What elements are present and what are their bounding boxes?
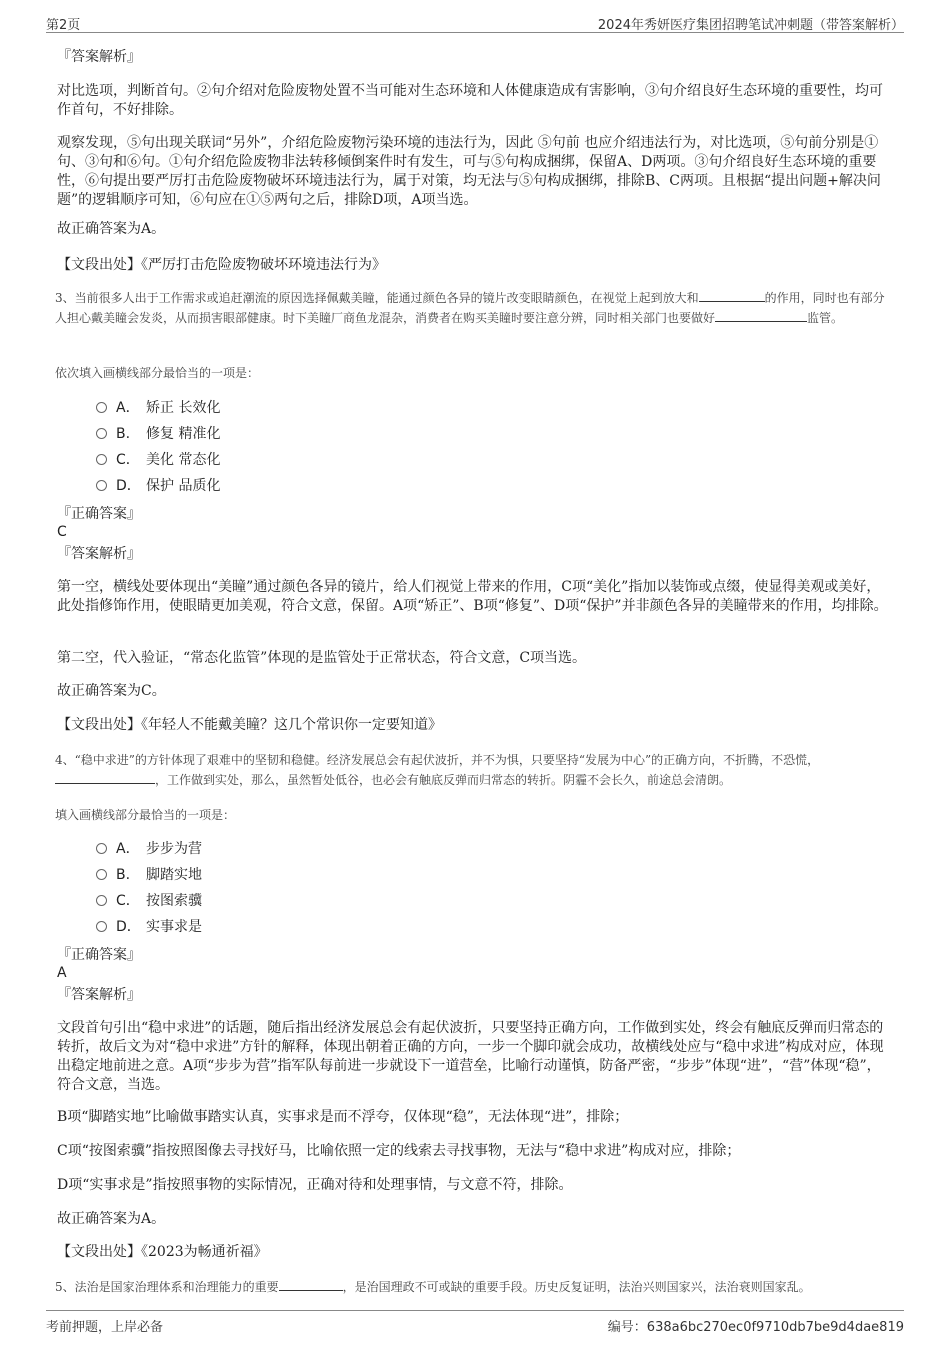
q3-explain-p1: 第一空，横线处要体现出“美瞳”通过颜色各异的镜片，给人们视觉上带来的作用，C项“美化”指加以装饰或点缀，使显得美观或美好，此处指修饰作用，使眼睛更加美观，符合文意，保留。A项“矫正”、B项“修复”、D项“保护”并非颜色各异的美瞳带来的作用，均排除。 [57, 579, 888, 614]
q5-stem-part: 5、法治是国家治理体系和治理能力的重要 [55, 1280, 279, 1294]
q3-source [57, 716, 891, 735]
q3-option-b[interactable] [96, 425, 220, 443]
q4-stem-part: ，工作做到实处，那么，虽然暂处低谷，也必会有触底反弹而归常态的转折。阴霾不会长久，前途总会清朗。 [155, 773, 732, 787]
q3-stem-part: 的作用，同时也有部分人担心戴美瞳会发炎，从而损害眼部健康。时下美瞳厂商鱼龙混杂，消费者在购买美瞳时要注意分辨，同时相关部门也要做好 [55, 291, 885, 325]
q4-stem-part: 4、“稳中求进”的方针体现了艰难中的坚韧和稳健。经济发展总会有起伏波折，并不为惧，只要坚持“发展为中心”的正确方向，不折腾，不恐慌， [55, 753, 820, 767]
q2-conclusion: 故正确答案为A。 [57, 221, 166, 237]
answer-explain-label: 『答案解析』 [57, 987, 141, 1003]
option-letter: A． [116, 400, 140, 416]
q3-option-a[interactable] [96, 399, 220, 417]
radio-icon[interactable] [96, 921, 107, 932]
q4-answer: A [57, 965, 67, 981]
option-text: 美化 常态化 [146, 452, 221, 468]
option-letter: C． [116, 893, 140, 909]
footer-slogan: 考前押题，上岸必备 [46, 1320, 164, 1335]
q5-stem [55, 1277, 895, 1297]
q3-stem-part: 监管。 [807, 311, 844, 325]
option-text: 修复 精准化 [146, 426, 221, 442]
q4-instruction: 填入画横线部分最恰当的一项是： [55, 808, 236, 822]
option-letter: B. [116, 426, 131, 442]
q3-option-d[interactable] [96, 477, 220, 495]
source-label: 【文段出处】 [57, 257, 141, 273]
q2-explain-p1: 对比选项，判断首句。②句介绍对危险废物处置不当可能对生态环境和人体健康造成有害影响，③句介绍良好生态环境的重要性，均可作首句，不好排除。 [57, 83, 883, 118]
radio-icon[interactable] [96, 402, 107, 413]
option-letter: D． [116, 919, 141, 935]
q3-instruction: 依次填入画横线部分最恰当的一项是： [55, 366, 260, 380]
radio-icon[interactable] [96, 454, 107, 465]
option-letter: C． [116, 452, 140, 468]
option-text: 步步为营 [146, 841, 202, 857]
source-title: 《年轻人不能戴美瞳？这几个常识你一定要知道》 [141, 717, 442, 733]
q5-blank [279, 1277, 343, 1291]
correct-answer-label: 『正确答案』 [57, 506, 141, 522]
q3-stem-part: 3、当前很多人出于工作需求或追赶潮流的原因选择佩戴美瞳，能通过颜色各异的镜片改变眼睛颜色，在视觉上起到放大和 [55, 291, 699, 305]
option-text: 脚踏实地 [146, 867, 202, 883]
option-letter: B. [116, 867, 131, 883]
option-text: 保护 品质化 [146, 478, 221, 494]
option-letter: D． [116, 478, 141, 494]
q4-conclusion: 故正确答案为A。 [57, 1211, 166, 1227]
answer-explain-label: 『答案解析』 [57, 49, 141, 65]
q3-answer: C [57, 524, 67, 540]
q3-conclusion: 故正确答案为C。 [57, 683, 166, 699]
source-label: 【文段出处】 [57, 717, 141, 733]
q4-option-d[interactable] [96, 918, 202, 936]
page-number: 第2页 [46, 18, 81, 33]
q3-stem [55, 288, 895, 328]
correct-answer-label: 『正确答案』 [57, 947, 141, 963]
q4-explain-b: B项“脚踏实地”比喻做事踏实认真，实事求是而不浮夸，仅体现“稳”，无法体现“进”，排除； [57, 1109, 629, 1125]
option-letter: A． [116, 841, 140, 857]
radio-icon[interactable] [96, 895, 107, 906]
document-code: 编号：638a6bc270ec0f9710db7be9d4dae819 [607, 1320, 904, 1335]
q2-explain-p2: 观察发现，⑤句出现关联词“另外”，介绍危险废物污染环境的违法行为，因此 ⑤句前 也应介绍违法行为，对比选项，⑤句前分别是①句、③句和⑥句。①句介绍危险废物非法转移倾倒案件时有发生，可与⑤句构成捆绑，保留A、D两项。③句介绍良好生态环境的重要性，⑥句提出要严厉打击危险废物破坏环境违法行为，属于对策，均无法与⑤句构成捆绑，排除B、C两项。且根据“提出问题+解决问题”的逻辑顺序可知，⑥句应在①⑤两句之后，排除D项，A项当选。 [57, 135, 881, 208]
source-title: 《2023为畅通祈福》 [141, 1244, 268, 1260]
q4-option-b[interactable] [96, 866, 202, 884]
q4-explain-p1: 文段首句引出“稳中求进”的话题，随后指出经济发展总会有起伏波折，只要坚持正确方向，工作做到实处，终会有触底反弹而归常态的转折，故后文为对“稳中求进”方针的解释，体现出朝着正确的方向，一步一个脚印就会成功，故横线处应与“稳中求进”构成对应，体现出稳定地前进之意。A项“步步为营”指军队每前进一步就设下一道营垒，比喻行动谨慎，防备严密，“步步”体现“进”，“营”体现“稳”，符合文意，当选。 [57, 1020, 884, 1093]
q3-blank-2 [715, 308, 807, 322]
q2-source [57, 256, 891, 275]
radio-icon[interactable] [96, 480, 107, 491]
q3-explain-p2: 第二空，代入验证，“常态化监管”体现的是监管处于正常状态，符合文意，C项当选。 [57, 650, 587, 666]
q4-explain-d: D项“实事求是”指按照事物的实际情况，正确对待和处理事情，与文意不符，排除。 [57, 1177, 573, 1193]
radio-icon[interactable] [96, 869, 107, 880]
q5-stem-part: ，是治国理政不可或缺的重要手段。历史反复证明，法治兴则国家兴，法治衰则国家乱。 [342, 1280, 811, 1294]
q4-source [57, 1243, 891, 1262]
page-header [46, 12, 904, 33]
q4-option-a[interactable] [96, 840, 202, 858]
page-footer [46, 1310, 904, 1335]
document-title: 2024年秀妍医疗集团招聘笔试冲刺题（带答案解析） [597, 18, 904, 33]
q3-option-c[interactable] [96, 451, 220, 469]
source-label: 【文段出处】 [57, 1244, 141, 1260]
radio-icon[interactable] [96, 843, 107, 854]
option-text: 矫正 长效化 [146, 400, 221, 416]
radio-icon[interactable] [96, 428, 107, 439]
q4-explain-c: C项“按图索骥”指按照图像去寻找好马，比喻依照一定的线索去寻找事物，无法与“稳中求进”构成对应，排除； [57, 1143, 741, 1159]
q4-blank [55, 770, 155, 784]
option-text: 按图索骥 [146, 893, 202, 909]
answer-explain-label: 『答案解析』 [57, 546, 141, 562]
option-text: 实事求是 [146, 919, 202, 935]
source-title: 《严厉打击危险废物破坏环境违法行为》 [141, 257, 386, 273]
q3-blank-1 [699, 288, 765, 302]
q4-option-c[interactable] [96, 892, 202, 910]
q4-stem [55, 750, 895, 790]
